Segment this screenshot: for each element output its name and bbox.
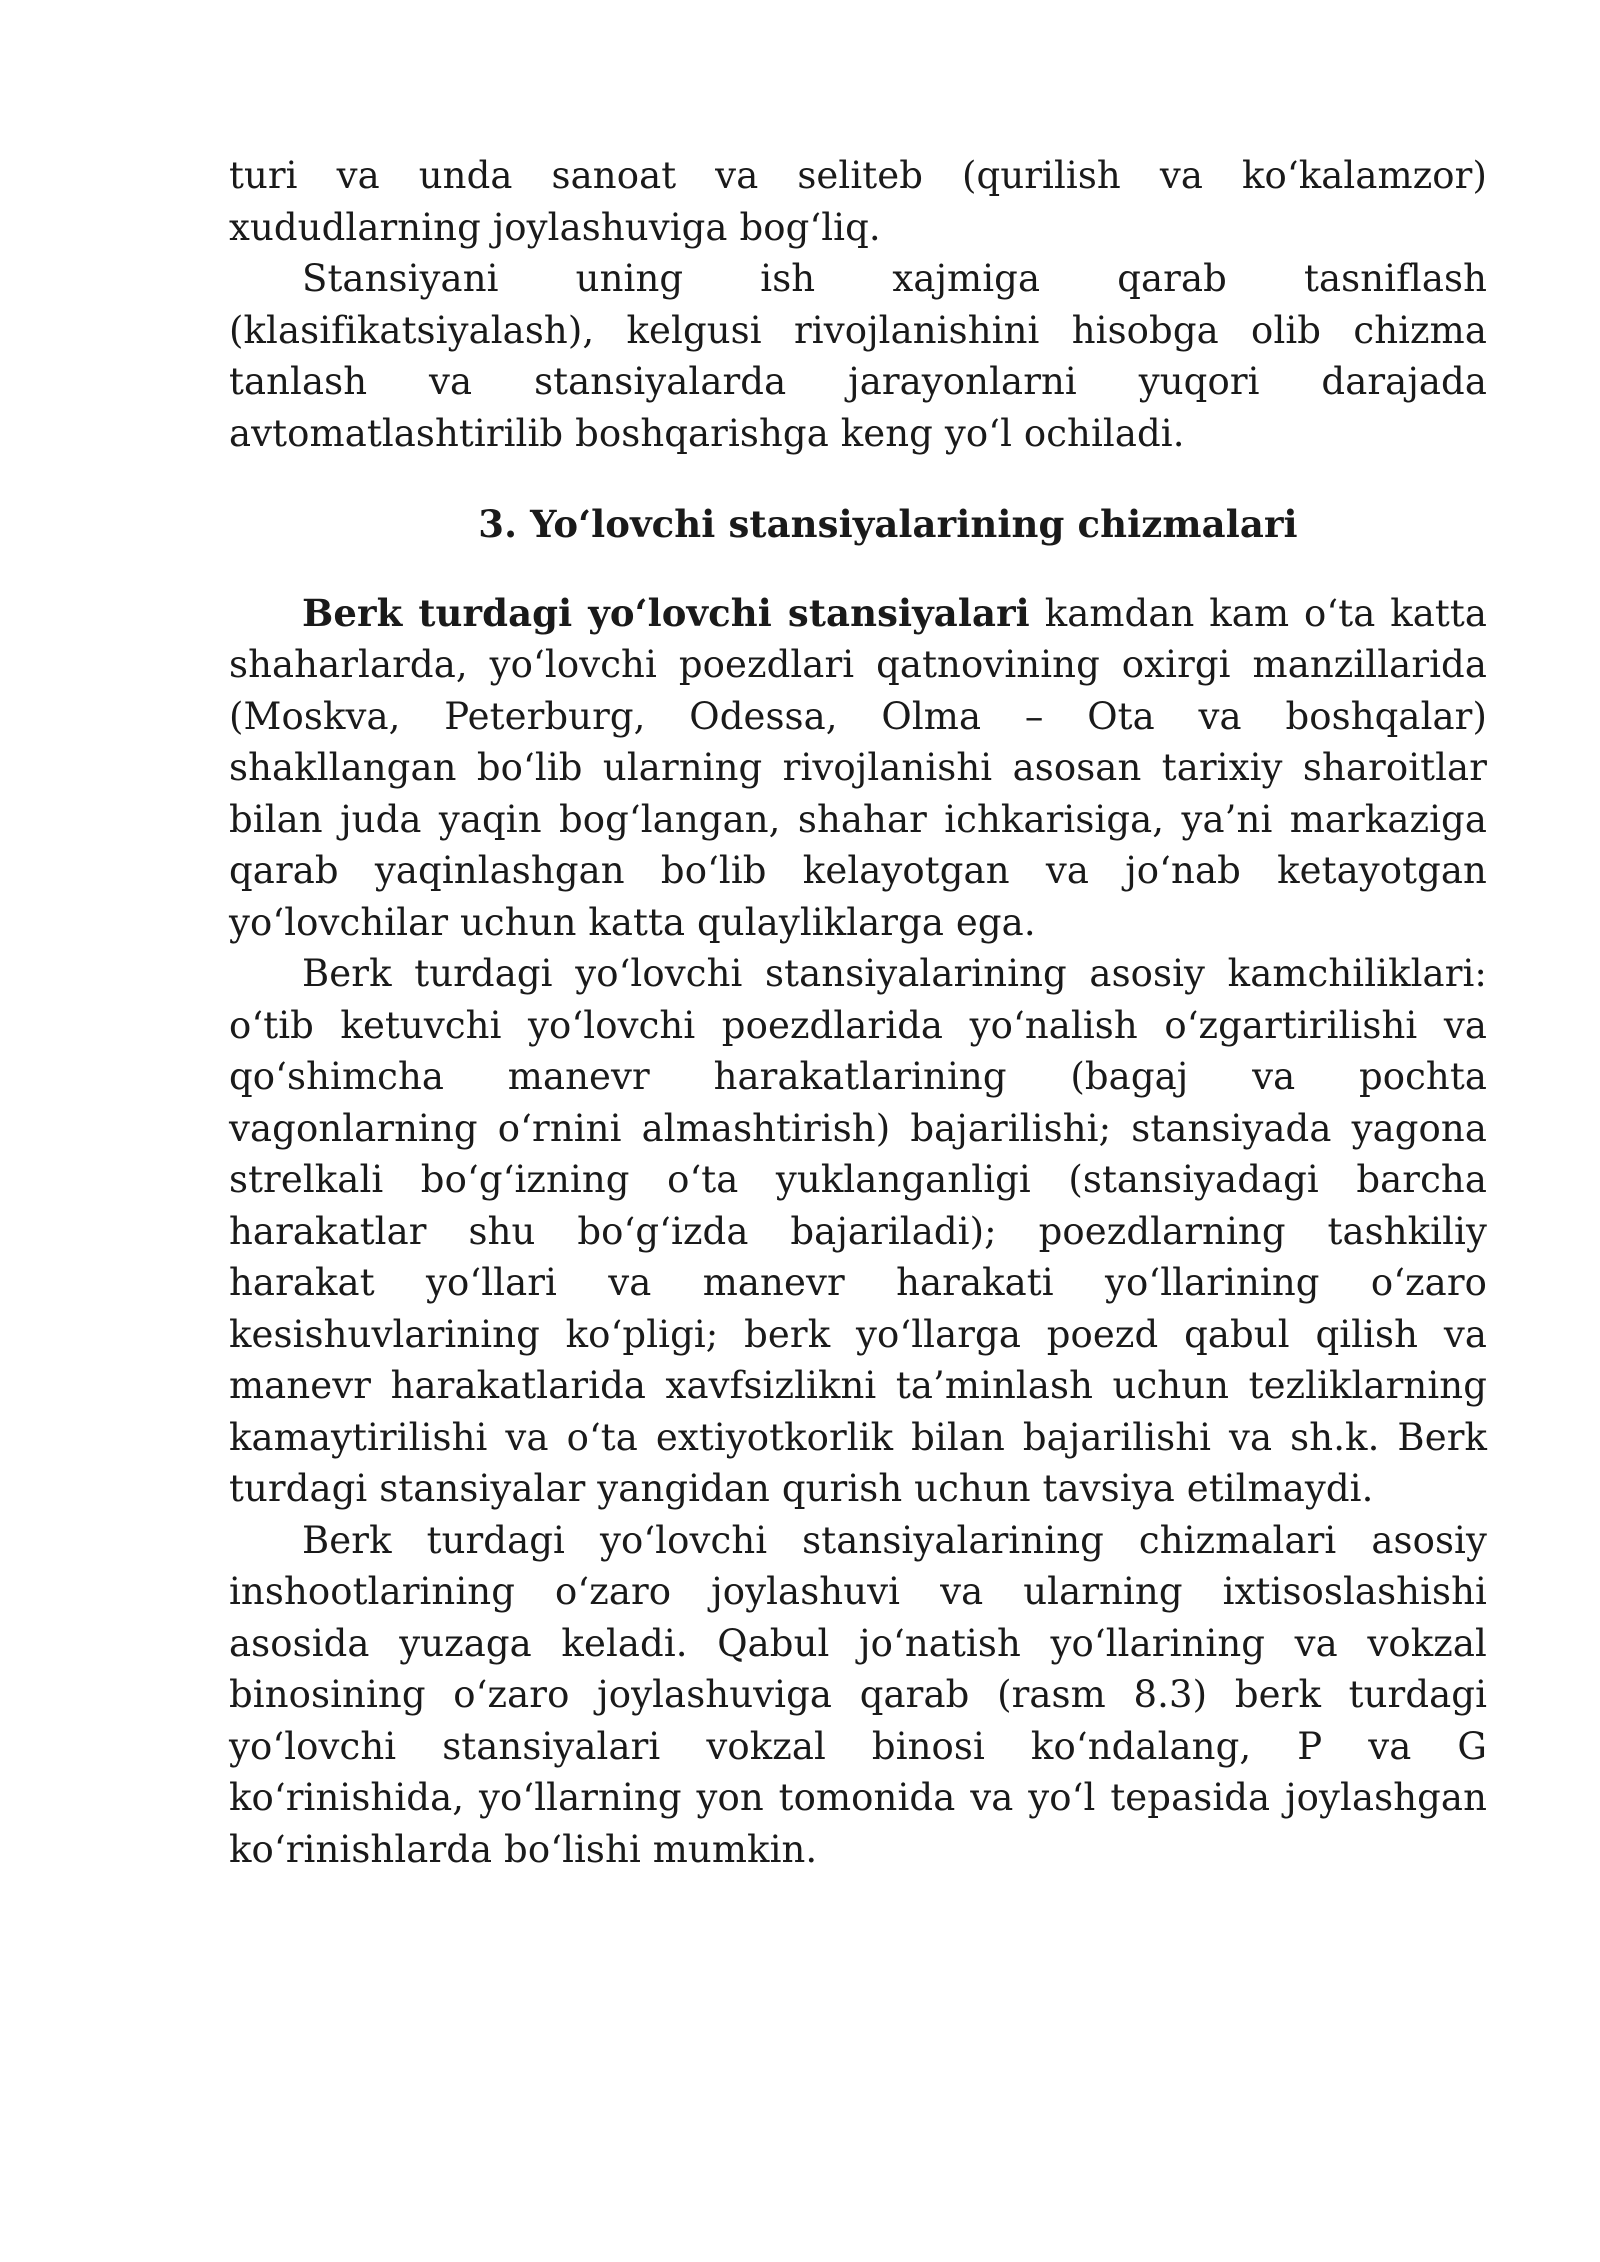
paragraph-continuation: turi va unda sanoat va seliteb (qurilish va ko‘kalamzor) xududlarning joylashuviga bog‘liq. [229,154,1487,249]
paragraph-lead-term: Berk turdagi yo‘lovchi stansiyalari [302,590,1030,635]
paragraph-lead-rest: kamdan kam o‘ta katta shaharlarda, yo‘lovchi poezdlari qatnovining oxirgi manzillarida (Moskva, Peterburg, Odessa, Olma – Ota va boshqalar) shakllangan bo‘lib ularning rivojlanishi asosan tarixiy sharoitlar bilan juda yaqin bog‘langan, shahar ichkarisiga, ya’ni markaziga qarab yaqinlashgan bo‘lib kelayotgan va jo‘nab ketayotgan yo‘lovchilar uchun katta qulayliklarga ega. [229,591,1487,944]
paragraph-classification: Stansiyani uning ish xajmiga qarab tasniflash (klasifikatsiyalash), kelgusi rivojlanishini hisobga olib chizma tanlash va stansiyalarda jarayonlarni yuqori darajada avtomatlashtirilib boshqarishga keng yo‘l ochiladi. [229,257,1487,455]
paragraph-disadvantages: Berk turdagi yo‘lovchi stansiyalarining asosiy kamchiliklari: o‘tib ketuvchi yo‘lovchi poezdlarida yo‘nalish o‘zgartirilishi va qo‘shimcha manevr harakatlarining (bagaj va pochta vagonlarning o‘rnini almashtirish) bajarilishi; stansiyada yagona strelkali bo‘g‘izning o‘ta yuklanganligi (stansiyadagi barcha harakatlar shu bo‘g‘izda bajariladi); poezdlarning tashkiliy harakat yo‘llari va manevr harakati yo‘llarining o‘zaro kesishuvlarining ko‘pligi; berk yo‘llarga poezd qabul qilish va manevr harakatlarida xavfsizlikni ta’minlash uchun tezliklarning kamaytirilishi va o‘ta extiyotkorlik bilan bajarilishi va sh.k. Berk turdagi stansiyalar yangidan qurish uchun tavsiya etilmaydi. [229,952,1487,1510]
paragraph-layouts: Berk turdagi yo‘lovchi stansiyalarining chizmalari asosiy inshootlarining o‘zaro joylashuvi va ularning ixtisoslashishi asosida yuzaga keladi. Qabul jo‘natish yo‘llarining va vokzal binosining o‘zaro joylashuviga qarab (rasm 8.3) berk turdagi yo‘lovchi stansiyalari vokzal binosi ko‘ndalang, P va G ko‘rinishida, yo‘llarning yon tomonida va yo‘l tepasida joylashgan ko‘rinishlarda bo‘lishi mumkin. [229,1518,1487,1871]
section-heading: 3. Yo‘lovchi stansiyalarining chizmalari [478,502,1298,546]
paragraph-dead-end-stations [229,588,1487,949]
document-page [229,150,1487,1875]
